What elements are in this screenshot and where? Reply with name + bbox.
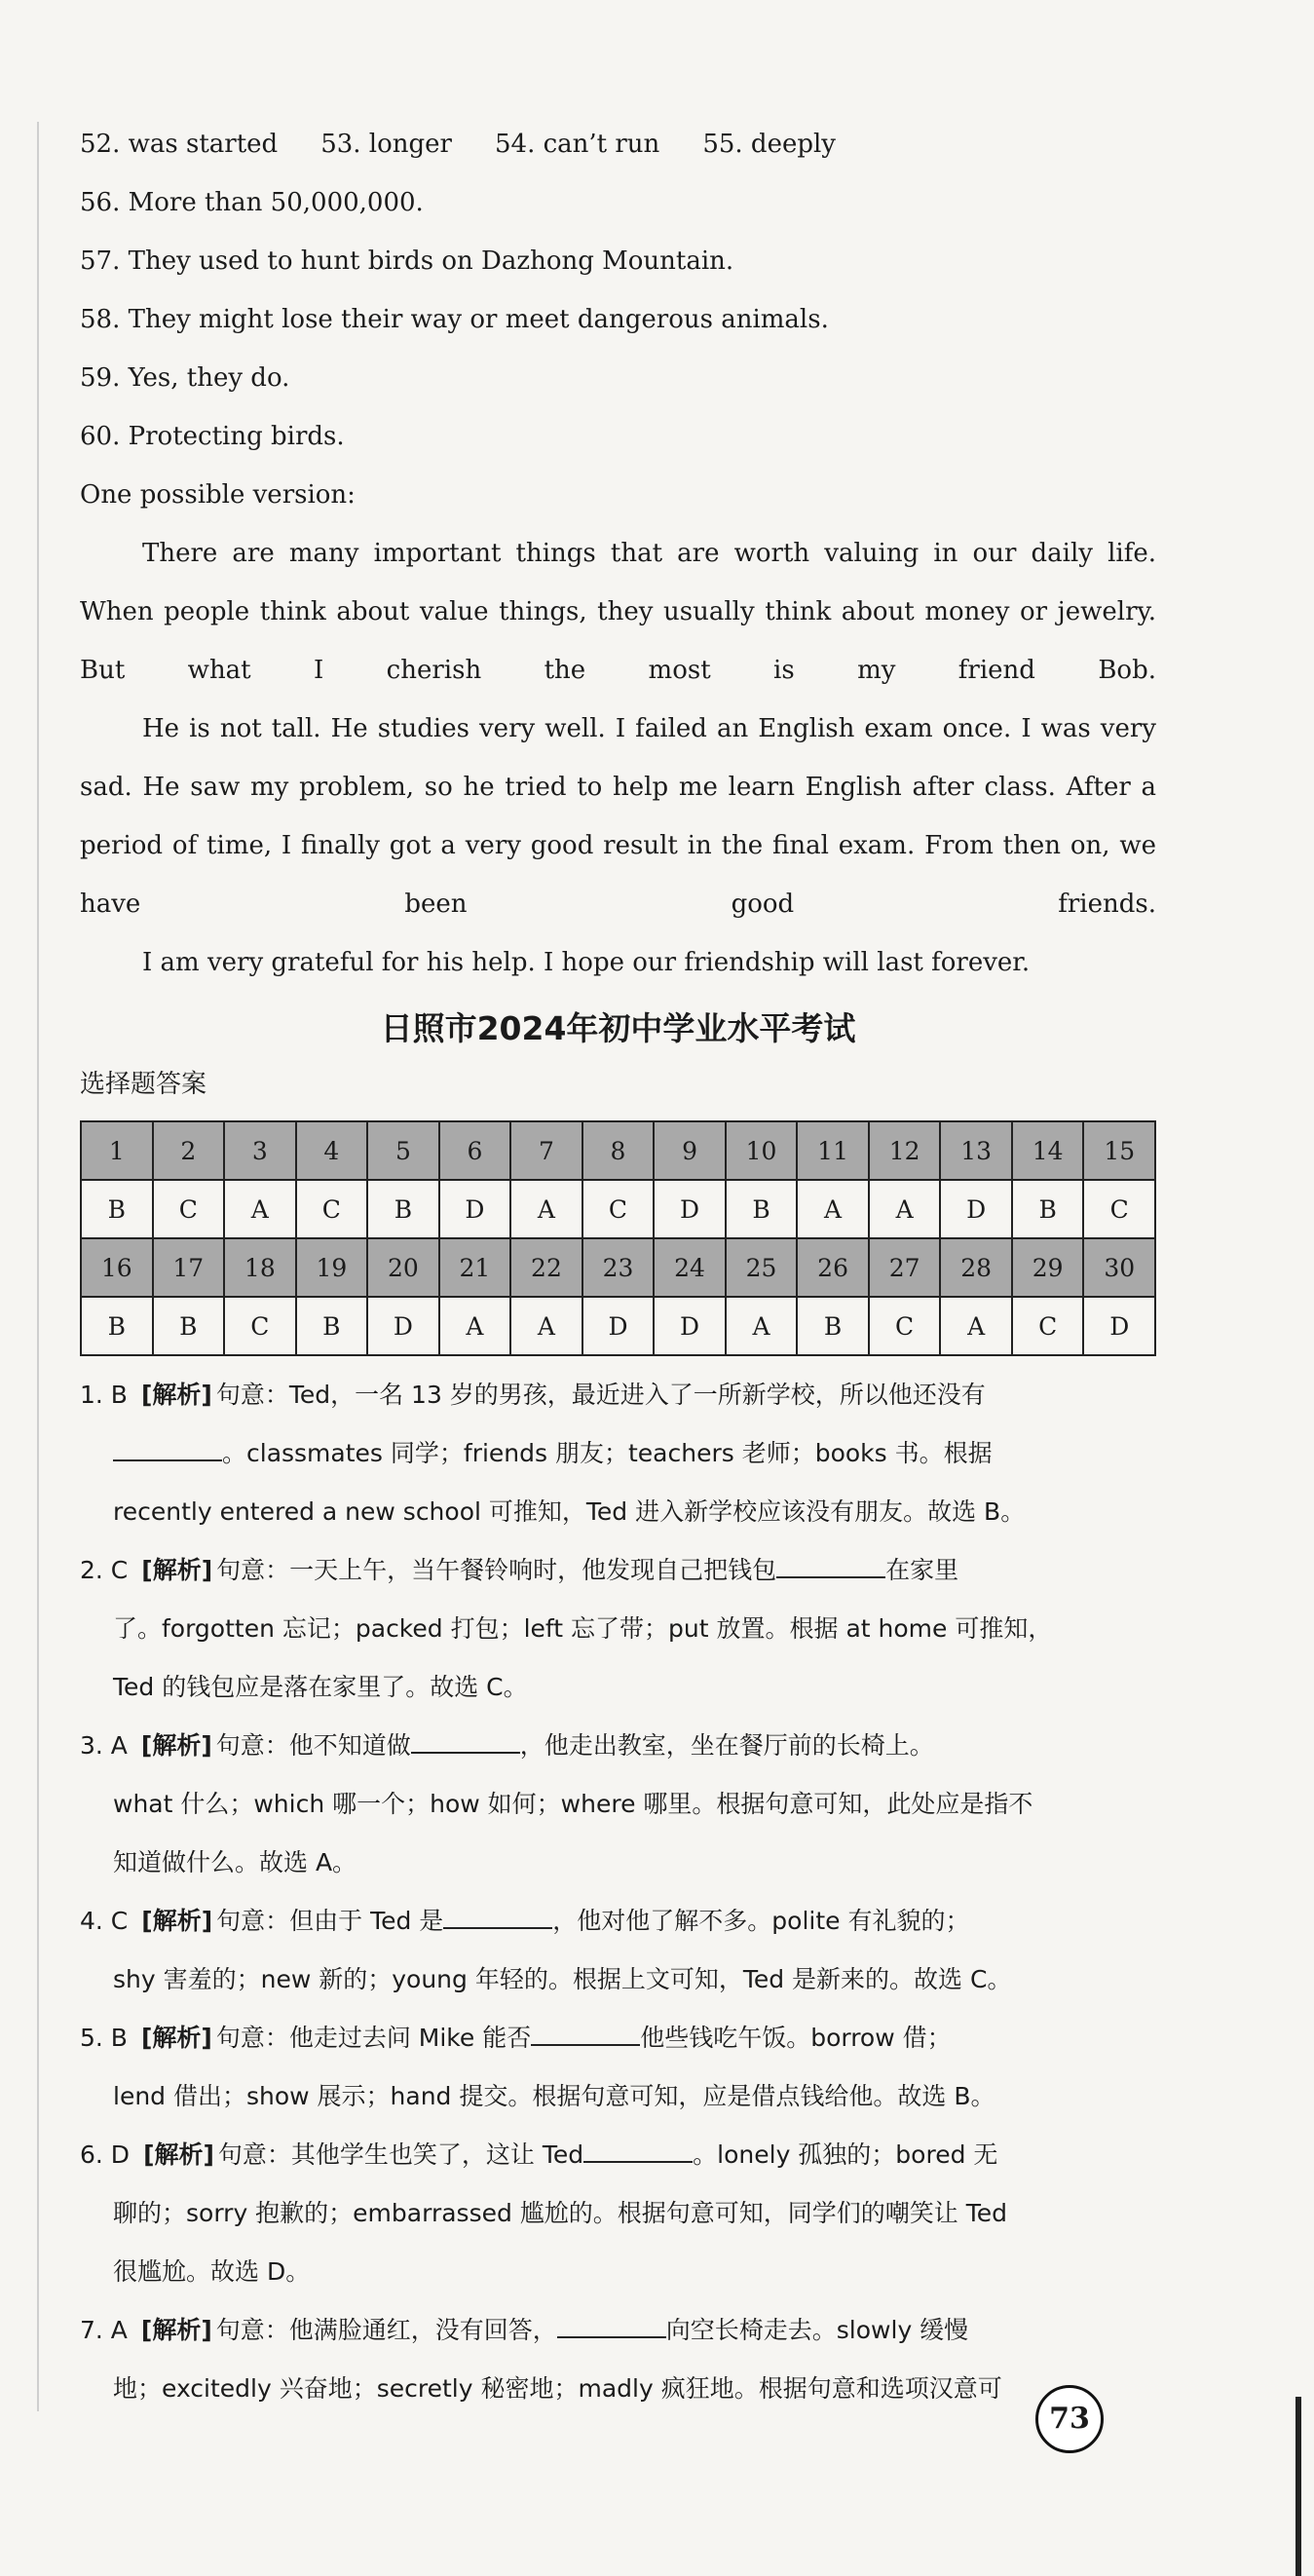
section-subtitle: 选择题答案 xyxy=(80,1070,207,1099)
answer-56: 56. More than 50,000,000. xyxy=(80,188,424,217)
answer-table-numbers-1: 1 2 3 4 5 6 7 8 9 10 11 12 13 14 15 xyxy=(81,1121,1155,1180)
answer-blank xyxy=(443,1906,552,1929)
explanation-2: 2. C [解析] 句意：一天上午，当午餐铃响时，他发现自己把钱包 在家里 了。forgotten 忘记；packed 打包；left 忘了带；put 放置。根据 at home 可推知， Ted 的钱包应是落在家里了。故选 C。 xyxy=(80,1556,1053,1701)
answer-blank xyxy=(113,1438,222,1461)
essay-paragraph-1: There are many important things that are worth valuing in our daily life. When people think about value things, they usually think about money or jewelry. But what I cherish the most is my friend Bob. xyxy=(80,539,1156,685)
explanation-6: 6. D [解析] 句意：其他学生也笑了，这让 Ted 。lonely 孤独的；bored 无 聊的；sorry 抱歉的；embarrassed 尴尬的。根据句意可知，同学们的嘲笑让 Ted 很尴尬。故选 D。 xyxy=(80,2140,1008,2286)
answer-blank xyxy=(411,1730,520,1754)
explanation-1: 1. B [解析] 句意：Ted，一名 13 岁的男孩，最近进入了一所新学校，所以他还没有 。classmates 同学；friends 朋友；teachers 老师；books 书。根据 recently entered a new school 可推知，Ted 进入新学校应该没有朋友。故选 B。 xyxy=(80,1381,1026,1526)
page-content xyxy=(80,115,1156,2418)
essay-paragraph-2: He is not tall. He studies very well. I failed an English exam once. I was very sad. He saw my problem, so he tried to help me learn English after class. After a period of time, I finally got a very good result in the final exam. From then on, we have been good friends. xyxy=(80,714,1156,919)
page-number: 73 xyxy=(1035,2385,1104,2453)
explanation-5: 5. B [解析] 句意：他走过去问 Mike 能否 他些钱吃午饭。borrow 借； lend 借出；show 展示；hand 提交。根据句意可知，应是借点钱给他。故选 B。 xyxy=(80,2024,995,2110)
version-label: One possible version: xyxy=(80,480,356,510)
binding-margin-line xyxy=(37,122,39,2411)
essay-paragraph-3: I am very grateful for his help. I hope our friendship will last forever. xyxy=(142,948,1031,977)
explanation-4: 4. C [解析] 句意：但由于 Ted 是 ，他对他了解不多。polite 有礼貌的； shy 害羞的；new 新的；young 年轻的。根据上文可知，Ted 是新来的。故选 C。 xyxy=(80,1907,1012,1993)
answer-57: 57. They used to hunt birds on Dazhong Mountain. xyxy=(80,246,734,276)
answer-blank xyxy=(583,2140,693,2163)
answer-58: 58. They might lose their way or meet dangerous animals. xyxy=(80,305,829,334)
exam-title: 日照市2024年初中学业水平考试 xyxy=(380,1009,856,1047)
explanation-3: 3. A [解析] 句意：他不知道做 ，他走出教室，坐在餐厅前的长椅上。 what 什么；which 哪一个；how 如何；where 哪里。根据句意可知，此处应是指不 知道做什么。故选 A。 xyxy=(80,1731,1033,1876)
answer-table-answers-1: B C A C B D A C D B A A D B C xyxy=(81,1180,1155,1238)
answer-table xyxy=(80,1120,1156,1356)
explanation-7: 7. A [解析] 句意：他满脸通红，没有回答， 向空长椅走去。slowly 缓慢 地；excitedly 兴奋地；secretly 秘密地；madly 疯狂地。根据句意和选项汉意可 xyxy=(80,2316,1002,2403)
answer-blank xyxy=(531,2023,640,2046)
answer-blank xyxy=(557,2315,666,2338)
answer-table-answers-2: B B C B D A A D D A B C A C D xyxy=(81,1297,1155,1355)
answer-blank xyxy=(776,1555,885,1578)
answers-52-55: 52. was started 53. longer 54. can’t run 55. deeply xyxy=(80,130,836,159)
answer-60: 60. Protecting birds. xyxy=(80,422,345,451)
answer-59: 59. Yes, they do. xyxy=(80,363,290,393)
page-edge-shadow xyxy=(1295,2397,1301,2576)
answer-table-numbers-2: 16 17 18 19 20 21 22 23 24 25 26 27 28 29 30 xyxy=(81,1238,1155,1297)
